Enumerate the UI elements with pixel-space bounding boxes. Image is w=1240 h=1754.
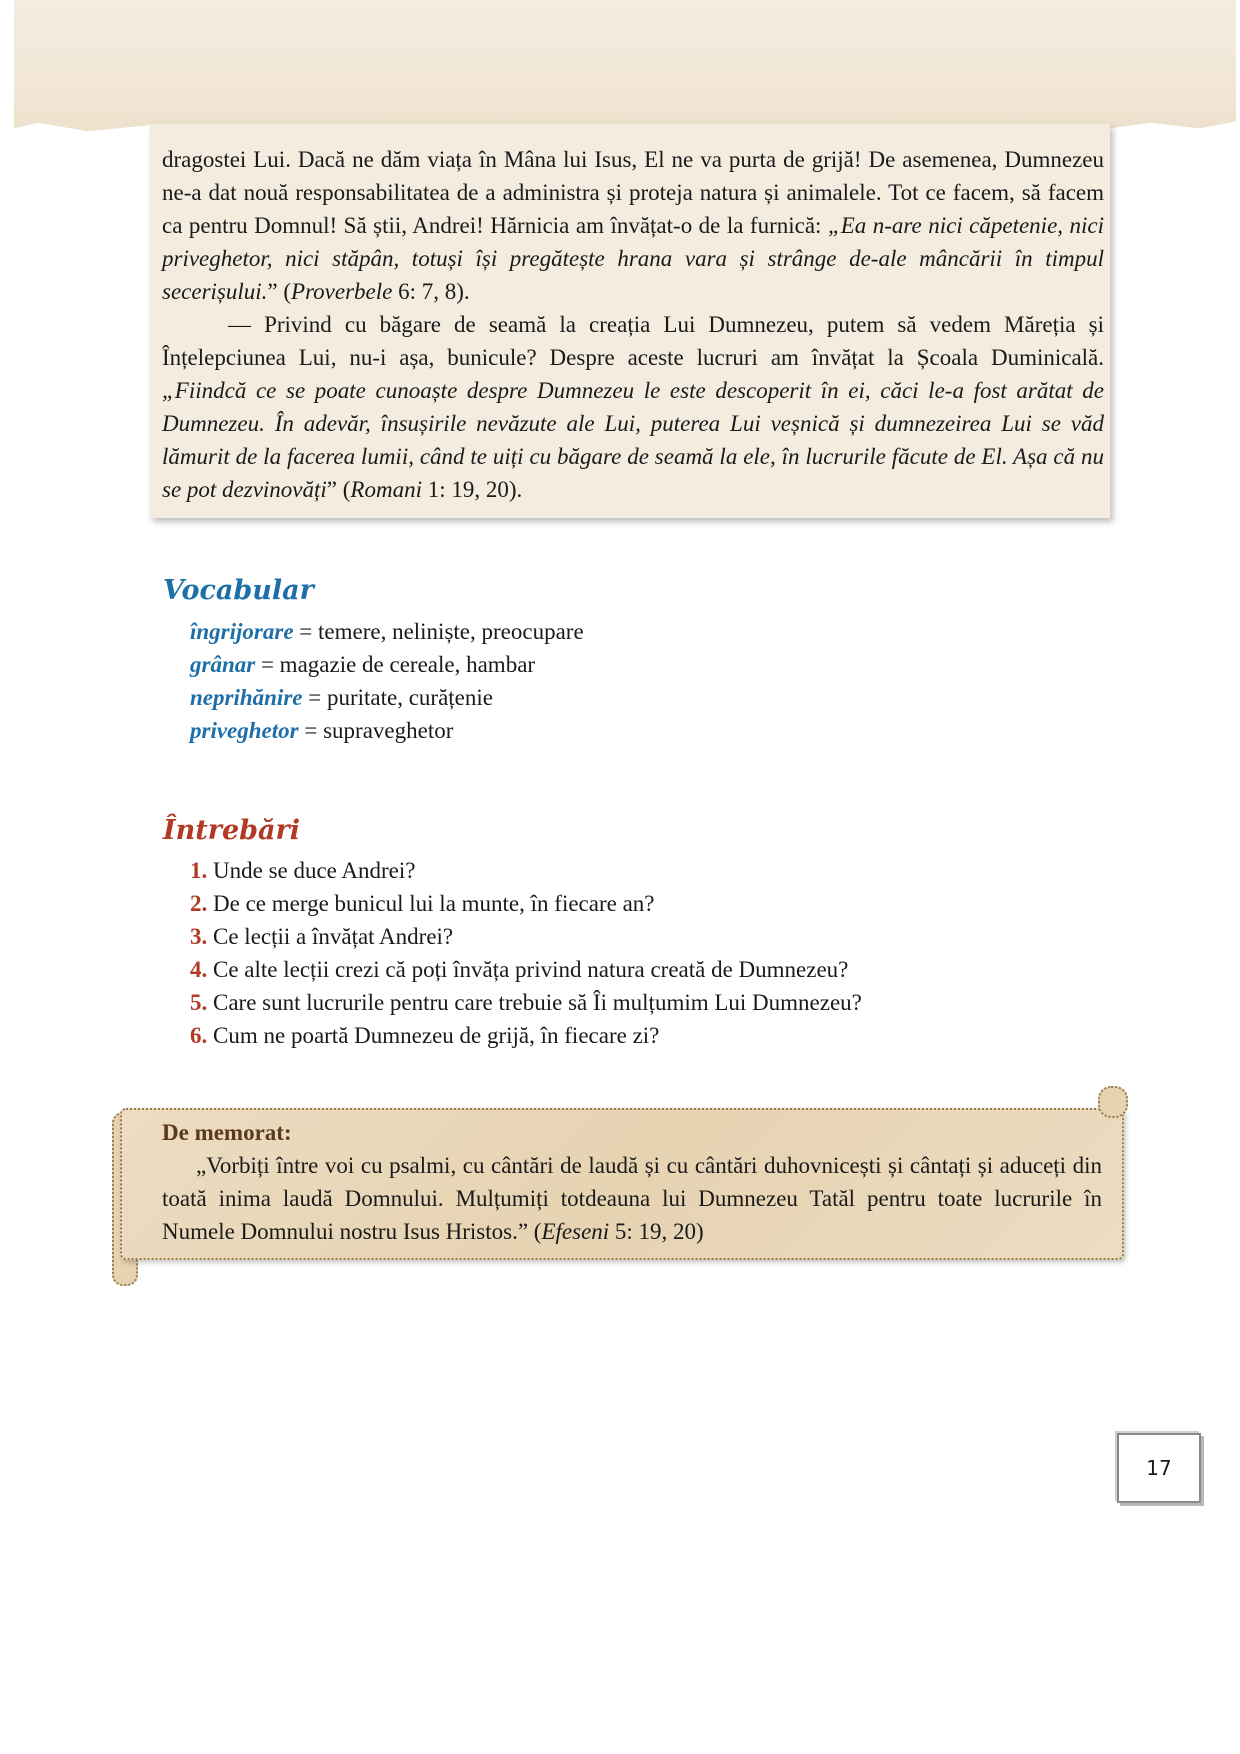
- vocabulary-heading: Vocabular: [163, 575, 314, 606]
- vocabulary-term: priveghetor: [190, 718, 299, 743]
- vocabulary-item: [190, 615, 584, 648]
- question-text: Cum ne poartă Dumnezeu de grijă, în fiecare zi?: [207, 1023, 660, 1048]
- scroll-curl-right: [1098, 1086, 1128, 1118]
- question-number: 2.: [190, 891, 208, 916]
- bible-ref-book: Proverbele: [291, 279, 393, 304]
- quote-ref-open: ” (: [326, 477, 351, 502]
- bible-ref-book: Romani: [350, 477, 422, 502]
- question-number: 6.: [190, 1023, 208, 1048]
- question-text: Ce lecții a învățat Andrei?: [207, 924, 454, 949]
- question-number: 5.: [190, 990, 208, 1015]
- question-item: [190, 887, 862, 920]
- vocabulary-item: [190, 714, 584, 747]
- question-text: Ce alte lecții crezi că poți învăța privind natura creată de Dumnezeu?: [207, 957, 849, 982]
- story-text-run: — Privind cu băgare de seamă la creația Lui Dumnezeu, putem să vedem Măreția și Înțelepciunea Lui, nu-i așa, bunicule? Despre aceste lucruri am învățat la Școala Duminicală.: [162, 312, 1104, 370]
- memorize-text: [162, 1116, 1102, 1248]
- question-text: De ce merge bunicul lui la munte, în fiecare an?: [207, 891, 655, 916]
- memorize-verse-text: „Vorbiți între voi cu psalmi, cu cântări de laudă și cu cântări duhovnicești și cântați și aduceți din toată inima laudă Domnului. Mulțumiți totdeauna lui Dumnezeu Tatăl pentru toate lucrurile în Numele Domnului nostru Isus Hristos.” (: [162, 1153, 1102, 1244]
- vocabulary-term: îngrijorare: [190, 619, 294, 644]
- page-number: 17: [1117, 1433, 1201, 1503]
- story-text: [162, 143, 1104, 506]
- questions-heading: Întrebări: [163, 815, 300, 846]
- questions-list: [190, 854, 862, 1052]
- vocabulary-item: [190, 681, 584, 714]
- question-item: [190, 953, 862, 986]
- bible-ref-book: Efeseni: [541, 1219, 610, 1244]
- vocabulary-definition: = magazie de cereale, hambar: [255, 652, 536, 677]
- quote-ref-open: ” (: [267, 279, 292, 304]
- bible-ref-verse: 5: 19, 20): [609, 1219, 704, 1244]
- story-paragraph-2: [162, 308, 1104, 506]
- story-text-run: dragostei Lui. Dacă ne dăm viața în Mâna lui Isus, El ne va purta de grijă! De asemenea, Dumnezeu ne-a dat nouă responsabilitatea de a administra și proteja natura și animalele. Tot ce facem, să facem ca pentru Domnul! Să știi, Andrei! Hărnicia am învățat-o de la furnică:: [162, 147, 1104, 238]
- question-text: Care sunt lucrurile pentru care trebuie să Îi mulțumim Lui Dumnezeu?: [207, 990, 862, 1015]
- vocabulary-definition: = temere, neliniște, preocupare: [293, 619, 584, 644]
- bible-quote: „Ea n-are nici căpetenie, nici priveghetor, nici stăpân, totuși își pregătește hrana vara și strânge de-ale mâncării în timpul secerișului.: [162, 213, 1104, 304]
- question-text: Unde se duce Andrei?: [207, 858, 416, 883]
- bible-quote: „Fiindcă ce se poate cunoaște despre Dumnezeu le este descoperit în ei, căci le-a fost arătat de Dumnezeu. În adevăr, însușirile nevăzute ale Lui, puterea Lui veșnică și dumnezeirea Lui se văd lămurit de la facerea lumii, când te uiți cu băgare de seamă la ele, în lucrurile făcute de El. Așa că nu se pot dezvinovăți: [162, 378, 1104, 502]
- question-item: [190, 920, 862, 953]
- vocabulary-item: [190, 648, 584, 681]
- memorize-title: De memorat:: [162, 1120, 292, 1145]
- vocabulary-definition: = puritate, curățenie: [302, 685, 493, 710]
- question-item: [190, 854, 862, 887]
- vocabulary-definition: = supraveghetor: [298, 718, 454, 743]
- story-paragraph-1: [162, 143, 1104, 308]
- vocabulary-term: grânar: [190, 652, 256, 677]
- question-number: 3.: [190, 924, 208, 949]
- memorize-verse: [162, 1149, 1102, 1248]
- question-item: [190, 1019, 862, 1052]
- bible-ref-verse: 1: 19, 20).: [421, 477, 523, 502]
- bible-ref-verse: 6: 7, 8).: [392, 279, 470, 304]
- vocabulary-list: [190, 615, 584, 747]
- question-number: 4.: [190, 957, 208, 982]
- header-torn-paper: [14, 0, 1236, 138]
- question-item: [190, 986, 862, 1019]
- question-number: 1.: [190, 858, 208, 883]
- vocabulary-term: neprihănire: [190, 685, 303, 710]
